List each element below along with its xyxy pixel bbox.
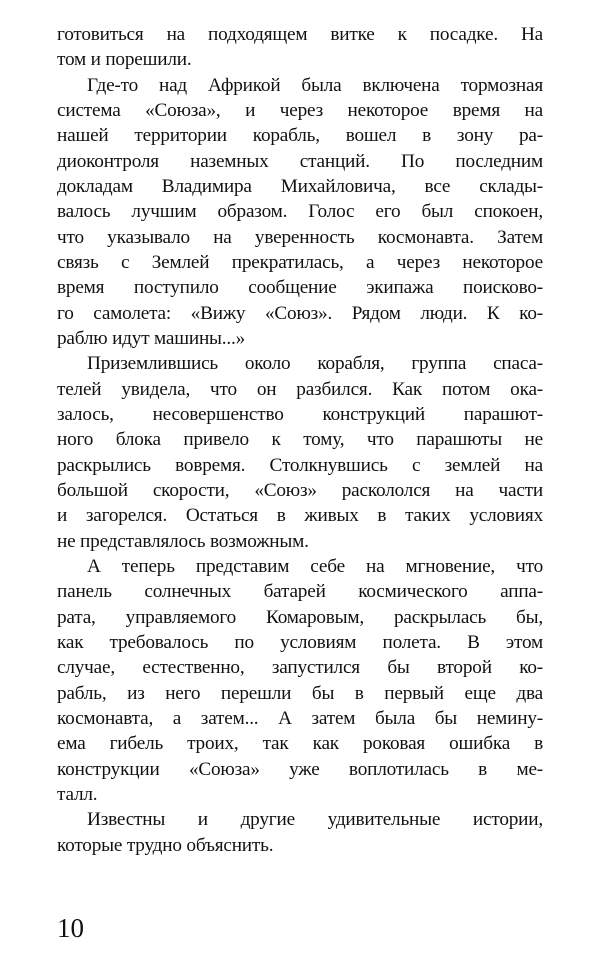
text-line: панель солнечных батарей космического аппа- bbox=[57, 581, 543, 603]
text-line: раблю идут машины...» bbox=[57, 328, 246, 349]
text-line: рабль, из него перешли бы в первый еще два bbox=[57, 682, 543, 704]
text-line: талл. bbox=[57, 784, 98, 805]
text-line: залось, несовершенство конструкций парашют- bbox=[57, 404, 543, 425]
text-line: которые трудно объяснить. bbox=[57, 834, 274, 856]
text-line: система «Союза», и через некоторое время на bbox=[57, 100, 543, 121]
text-line: Известны и другие удивительные истории, bbox=[87, 809, 543, 831]
text-line: раскрылись вовремя. Столкнувшись с землей на bbox=[57, 454, 543, 476]
text-line: как требовалось по условиям полета. В этом bbox=[57, 632, 543, 653]
text-line: и загорелся. Остаться в живых в таких условиях bbox=[57, 505, 543, 527]
text-line: Где-то над Африкой была включена тормозная bbox=[87, 74, 543, 96]
text-line: большой скорости, «Союз» раскололся на части bbox=[57, 480, 543, 501]
page-number: 10 bbox=[57, 913, 84, 943]
text-line: нашей территории корабль, вошел в зону ра- bbox=[57, 125, 543, 147]
text-line: А теперь представим себе на мгновение, что bbox=[87, 556, 543, 577]
text-line: космонавта, а затем... А затем была бы немину- bbox=[57, 708, 543, 729]
text-line: время поступило сообщение экипажа поисково- bbox=[57, 277, 543, 299]
text-line: докладам Владимира Михайловича, все склады- bbox=[57, 176, 543, 197]
text-line: рата, управляемого Комаровым, раскрылась бы, bbox=[57, 606, 543, 628]
text-line: случае, естественно, запустился бы второй ко- bbox=[57, 657, 543, 679]
text-line: ема гибель троих, так как роковая ошибка в bbox=[57, 733, 543, 755]
text-line: том и порешили. bbox=[57, 49, 192, 71]
text-line: Приземлившись около корабля, группа спаса- bbox=[87, 353, 543, 375]
text-line: конструкции «Союза» уже воплотилась в ме- bbox=[57, 758, 543, 780]
text-line: го самолета: «Вижу «Союз». Рядом люди. К ко- bbox=[57, 302, 543, 324]
text-line: телей увидела, что он разбился. Как потом ока- bbox=[57, 378, 543, 400]
text-line: ного блока привело к тому, что парашюты не bbox=[57, 429, 543, 451]
text-line: связь с Землей прекратилась, а через некоторое bbox=[57, 252, 543, 273]
text-line: не представлялось возможным. bbox=[57, 530, 309, 552]
text-line: диоконтроля наземных станций. По последним bbox=[57, 150, 543, 172]
text-line: что указывало на уверенность космонавта. Затем bbox=[57, 226, 543, 248]
text-line: валось лучшим образом. Голос его был спокоен, bbox=[57, 201, 543, 223]
text-line: готовиться на подходящем витке к посадке. На bbox=[57, 24, 543, 45]
